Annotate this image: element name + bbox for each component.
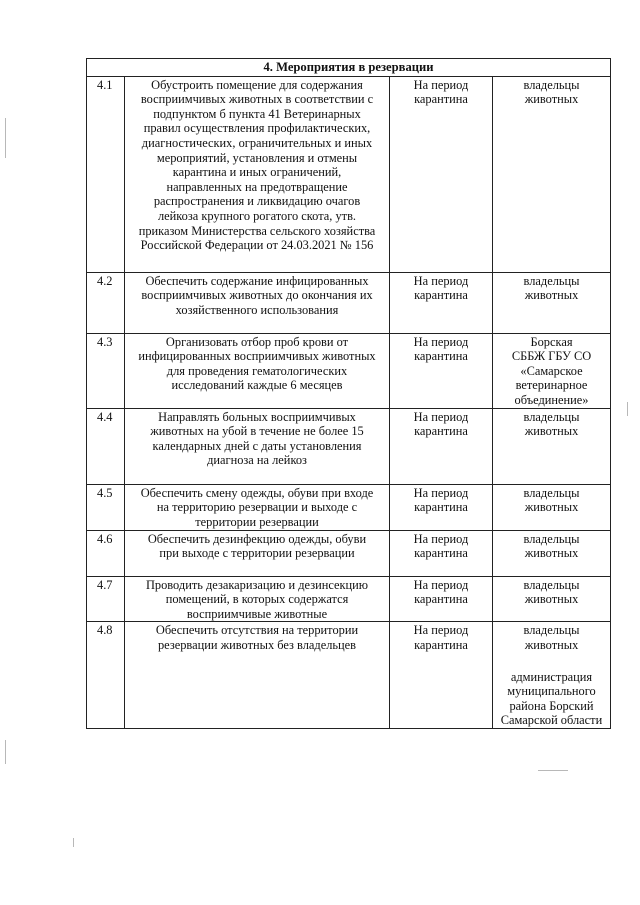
responsible-party — [493, 76, 611, 272]
measure-description — [125, 576, 390, 622]
responsible-party — [493, 576, 611, 622]
measure-description — [125, 76, 390, 272]
text-line: Организовать отбор проб крови от — [165, 334, 349, 349]
responsible-party — [493, 530, 611, 576]
spacer — [496, 653, 607, 670]
text-line: Борская — [530, 334, 573, 349]
measure-description — [125, 622, 390, 729]
text-line: карантина — [414, 424, 468, 439]
text-line: на территорию резервации и выходе с — [156, 500, 358, 515]
text-line: Обеспечить дезинфекцию одежды, обуви — [147, 531, 367, 546]
scan-mark — [627, 402, 628, 416]
table-row — [87, 484, 611, 530]
text-line: владельцы — [523, 531, 580, 546]
text-line: животных — [524, 637, 579, 652]
text-line: при выходе с территории резервации — [159, 546, 355, 561]
item-number: 4.6 — [87, 530, 125, 576]
text-line: резервации животных без владельцев — [157, 637, 357, 652]
measure-term — [390, 333, 493, 408]
text-line: карантина — [414, 500, 468, 515]
measure-term — [390, 76, 493, 272]
measure-description — [125, 333, 390, 408]
measure-term — [390, 408, 493, 484]
text-line: животных — [524, 92, 579, 107]
text-line: района Борский — [509, 698, 594, 713]
text-line: правил осуществления профилактических, — [143, 121, 371, 136]
text-line: животных на убой в течение не более 15 — [150, 424, 364, 439]
text-line: лейкоза крупного рогатого скота, утв. — [157, 208, 357, 223]
measure-term — [390, 576, 493, 622]
table-row — [87, 272, 611, 333]
text-line: СББЖ ГБУ СО — [511, 349, 592, 364]
responsible-party — [493, 622, 611, 729]
measure-term — [390, 622, 493, 729]
text-line: карантина — [414, 92, 468, 107]
text-line: приказом Министерства сельского хозяйства — [138, 223, 376, 238]
measures-document — [86, 58, 610, 729]
item-number: 4.2 — [87, 272, 125, 333]
scan-mark — [538, 770, 568, 771]
text-line: Самарской области — [500, 713, 603, 728]
text-line: карантина и иных ограничений, — [172, 165, 342, 180]
text-line: мероприятий, установления и отмены — [156, 150, 358, 165]
text-line: На период — [413, 623, 469, 638]
text-line: животных — [524, 546, 579, 561]
text-line: Обеспечить содержание инфицированных — [145, 273, 369, 288]
table-row — [87, 408, 611, 484]
text-line: карантина — [414, 349, 468, 364]
text-line: На период — [413, 273, 469, 288]
responsible-party — [493, 333, 611, 408]
section-title: 4. Мероприятия в резервации — [87, 59, 611, 77]
measure-term — [390, 484, 493, 530]
text-line: восприимчивые животные — [186, 606, 328, 621]
text-line: диагностических, ограничительных и иных — [141, 135, 373, 150]
measure-description — [125, 484, 390, 530]
scan-mark — [5, 740, 6, 764]
text-line: помещений, в которых содержатся — [165, 592, 349, 607]
text-line: На период — [413, 577, 469, 592]
text-line: муниципального — [507, 684, 596, 699]
text-line: карантина — [414, 592, 468, 607]
text-line: животных — [524, 592, 579, 607]
text-line: для проведения гематологических — [166, 363, 348, 378]
text-line: животных — [524, 500, 579, 515]
text-line: направленных на предотвращение — [166, 179, 348, 194]
text-line: исследований каждые 6 месяцев — [171, 378, 343, 393]
table-row — [87, 576, 611, 622]
measure-description — [125, 272, 390, 333]
responsible-party — [493, 484, 611, 530]
text-line: Проводить дезакаризацию и дезинсекцию — [145, 577, 369, 592]
text-line: ветеринарное — [515, 378, 588, 393]
responsible-party — [493, 272, 611, 333]
text-line: объединение» — [514, 392, 589, 407]
scan-mark — [5, 118, 6, 158]
text-line: территории резервации — [195, 514, 319, 529]
text-line: На период — [413, 531, 469, 546]
text-line: календарных дней с даты установления — [152, 438, 362, 453]
measure-term — [390, 272, 493, 333]
text-line: На период — [413, 485, 469, 500]
item-number: 4.5 — [87, 484, 125, 530]
item-number: 4.3 — [87, 333, 125, 408]
text-line: владельцы — [523, 409, 580, 424]
scan-mark — [73, 838, 74, 847]
table-row — [87, 76, 611, 272]
text-line: восприимчивых животных в соответствии с — [140, 92, 374, 107]
section-header-row — [87, 59, 611, 77]
text-line: инфицированных восприимчивых животных — [138, 349, 376, 364]
text-line: владельцы — [523, 77, 580, 92]
text-line: Российской Федерации от 24.03.2021 № 156 — [140, 238, 374, 253]
text-line: карантина — [414, 637, 468, 652]
measure-description — [125, 530, 390, 576]
text-line: диагноза на лейкоз — [207, 453, 307, 468]
text-line: карантина — [414, 546, 468, 561]
text-line: животных — [524, 288, 579, 303]
item-number: 4.8 — [87, 622, 125, 729]
text-line: Обеспечить смену одежды, обуви при входе — [140, 485, 374, 500]
table-row — [87, 622, 611, 729]
text-line: животных — [524, 424, 579, 439]
measure-description — [125, 408, 390, 484]
text-line: владельцы — [523, 623, 580, 638]
text-line: распространения и ликвидацию очагов — [153, 194, 361, 209]
item-number: 4.1 — [87, 76, 125, 272]
table-row — [87, 333, 611, 408]
text-line: владельцы — [523, 273, 580, 288]
responsible-party — [493, 408, 611, 484]
text-line: карантина — [414, 288, 468, 303]
measure-term — [390, 530, 493, 576]
text-line: На период — [413, 409, 469, 424]
table-row — [87, 530, 611, 576]
item-number: 4.7 — [87, 576, 125, 622]
text-line: «Самарское — [520, 363, 583, 378]
text-line: На период — [413, 334, 469, 349]
item-number: 4.4 — [87, 408, 125, 484]
text-line: администрация — [510, 669, 593, 684]
text-line: подпунктом б пункта 41 Ветеринарных — [153, 106, 361, 121]
text-line: На период — [413, 77, 469, 92]
text-line: Обустроить помещение для содержания — [151, 77, 363, 92]
text-line: восприимчивых животных до окончания их — [141, 288, 373, 303]
measures-table — [86, 58, 611, 729]
text-line: владельцы — [523, 485, 580, 500]
text-line: Направлять больных восприимчивых — [158, 409, 356, 424]
text-line: Обеспечить отсутствия на территории — [155, 623, 359, 638]
text-line: хозяйственного использования — [175, 302, 339, 317]
text-line: владельцы — [523, 577, 580, 592]
